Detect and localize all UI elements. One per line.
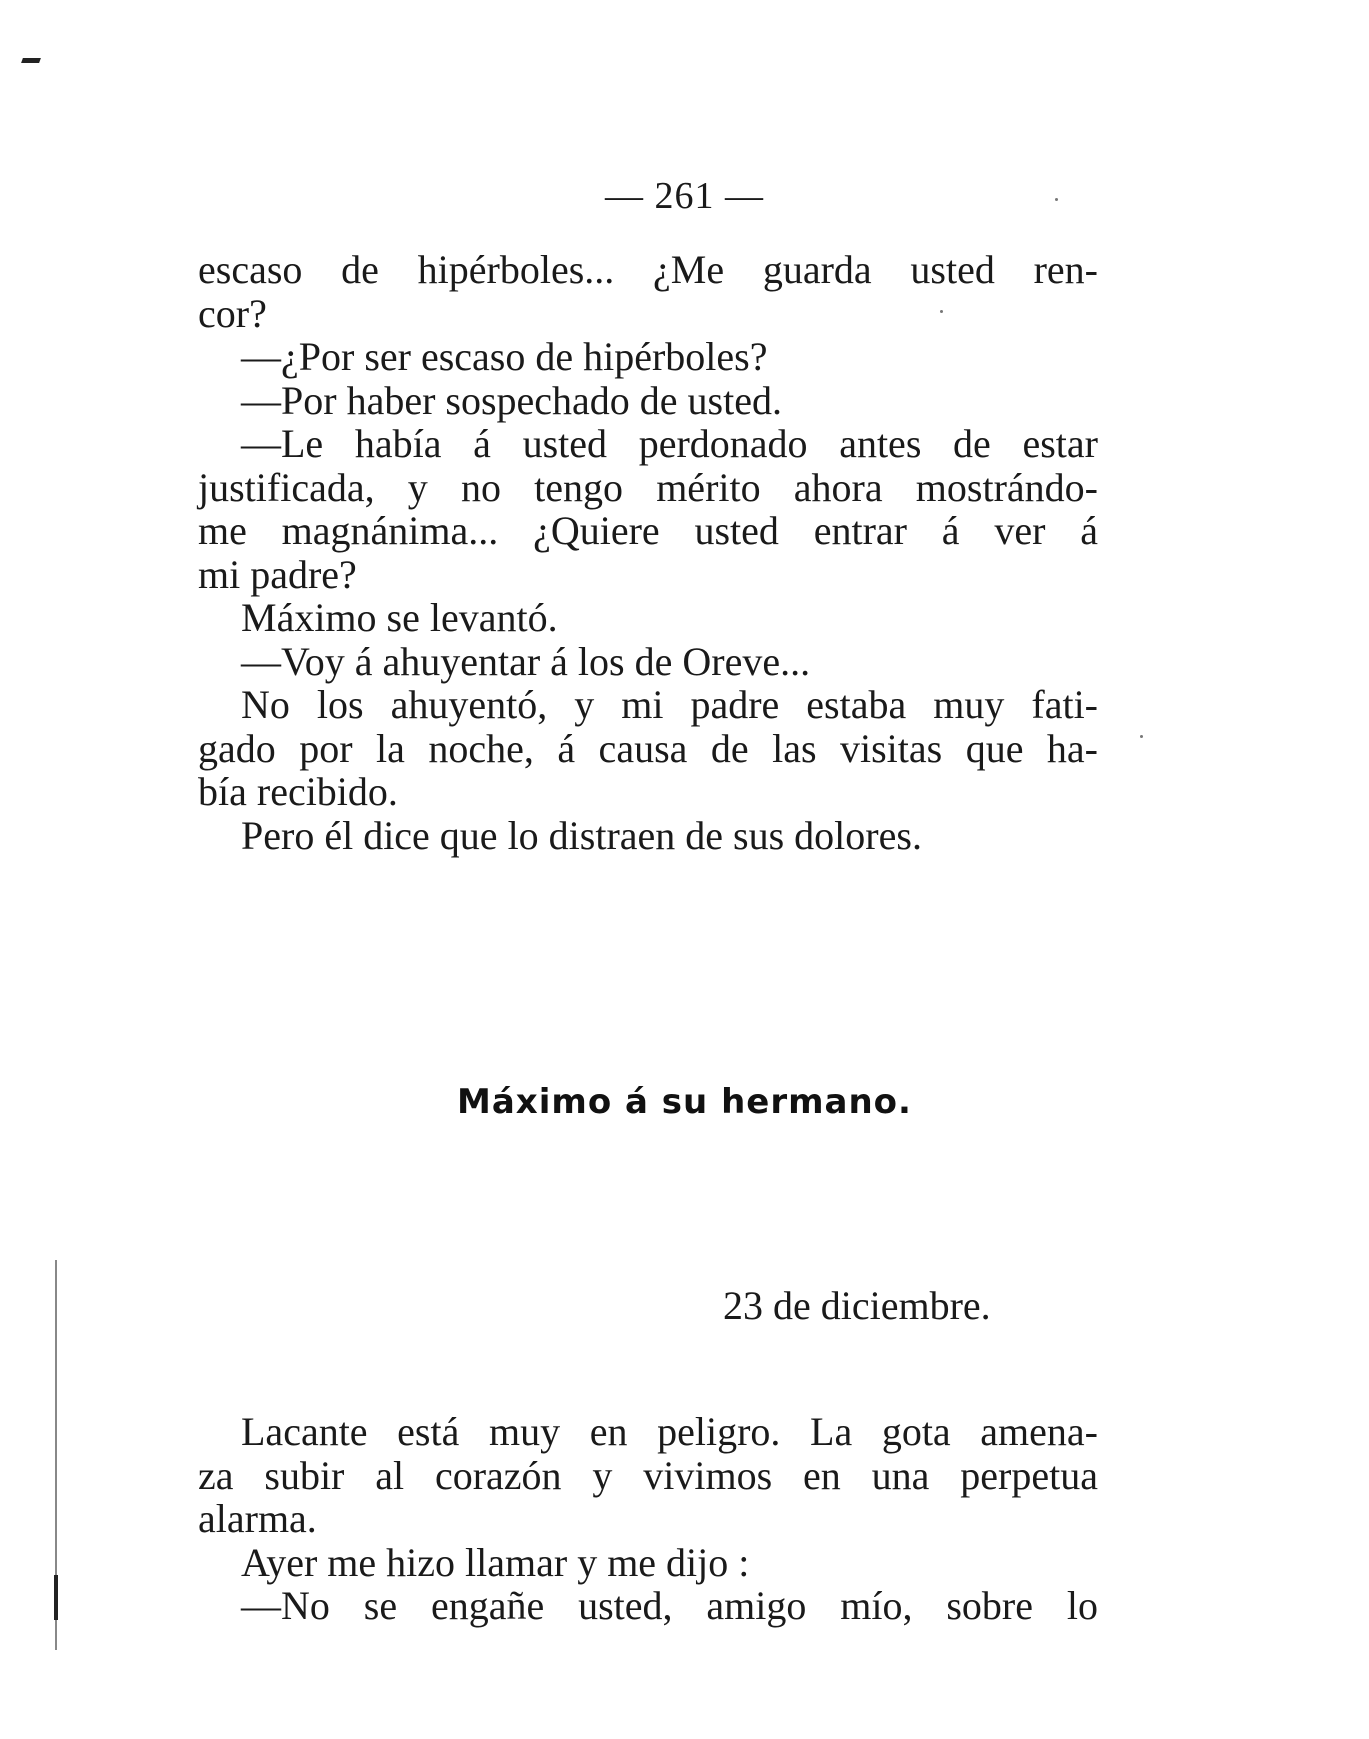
scan-speck bbox=[1140, 735, 1143, 738]
text-line: za subir al corazón y vivimos en una perpetua bbox=[198, 1452, 1098, 1498]
text-line: —Le había á usted perdonado antes de estar bbox=[241, 421, 1098, 466]
scan-margin-mark bbox=[54, 1575, 58, 1620]
text-line: Pero él dice que lo distraen de sus dolores. bbox=[241, 812, 922, 858]
text-line: alarma. bbox=[198, 1496, 317, 1541]
page-number: — 261 — bbox=[605, 175, 764, 217]
text-line: Lacante está muy en peligro. La gota amena- bbox=[241, 1409, 1098, 1454]
section-title: Máximo á su hermano. bbox=[457, 1082, 912, 1122]
text-line: bía recibido. bbox=[198, 769, 398, 814]
text-line: cor? bbox=[198, 290, 267, 336]
text-line: —Por haber sospechado de usted. bbox=[241, 377, 782, 423]
letter-date: 23 de diciembre. bbox=[723, 1283, 991, 1328]
scan-mark bbox=[21, 58, 41, 63]
text-line: justificada, y no tengo mérito ahora mostrándo- bbox=[198, 464, 1098, 510]
text-line: mi padre? bbox=[198, 551, 357, 597]
text-line: gado por la noche, á causa de las visitas que ha- bbox=[198, 725, 1098, 771]
text-line: —Voy á ahuyentar á los de Oreve... bbox=[241, 638, 811, 684]
text-line: escaso de hipérboles... ¿Me guarda usted ren- bbox=[198, 247, 1098, 292]
text-line: Máximo se levantó. bbox=[241, 595, 558, 640]
text-line: —¿Por ser escaso de hipérboles? bbox=[241, 334, 768, 379]
text-line: Ayer me hizo llamar y me dijo : bbox=[241, 1539, 750, 1585]
passage-2 bbox=[198, 1410, 1098, 1628]
text-line: me magnánima... ¿Quiere usted entrar á ver á bbox=[198, 508, 1098, 553]
passage-1 bbox=[198, 248, 1098, 857]
text-line: No los ahuyentó, y mi padre estaba muy fati- bbox=[241, 682, 1098, 727]
text-line: —No se engañe usted, amigo mío, sobre lo bbox=[241, 1583, 1098, 1628]
